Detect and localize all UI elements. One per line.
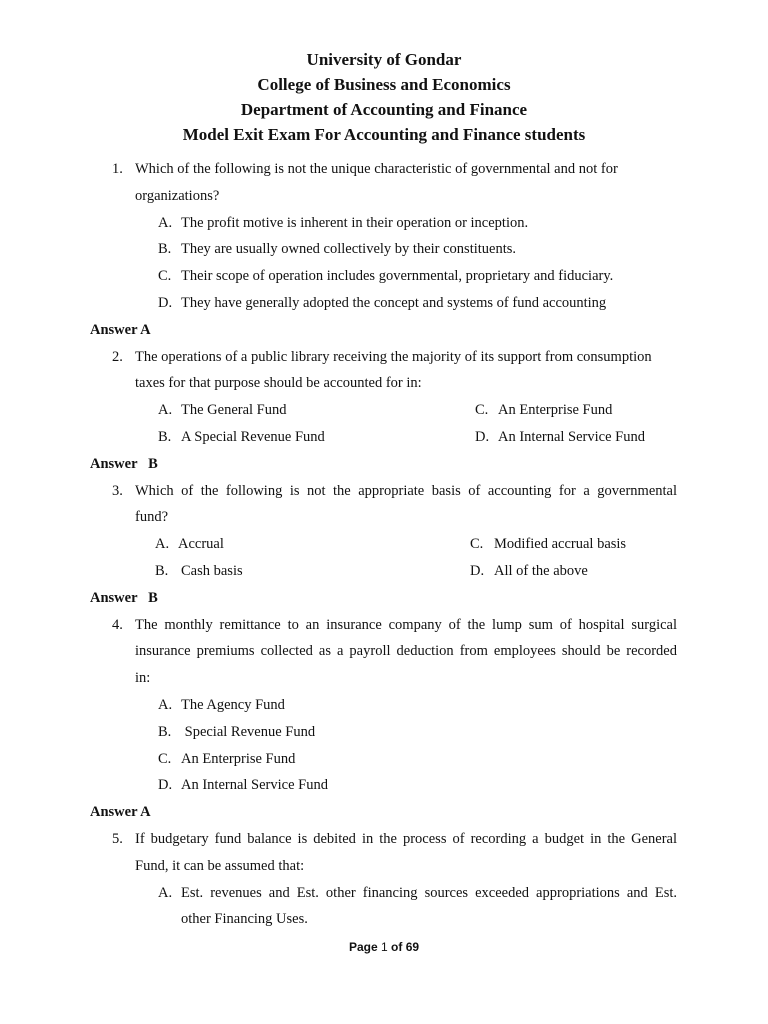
option-text: An Internal Service Fund (181, 777, 328, 794)
option-text: Their scope of operation includes governmental, proprietary and fiduciary. (181, 268, 614, 285)
question-3 (0, 478, 768, 505)
option-b (0, 236, 768, 263)
option-letter: B. (158, 723, 172, 740)
option-letter: A. (155, 536, 170, 553)
option-letter: C. (475, 402, 489, 419)
college-name: College of Business and Economics (257, 75, 511, 94)
option-letter: C. (158, 750, 172, 767)
question-text: The monthly remittance to an insurance company of the lump sum of hospital surgical (135, 616, 677, 633)
question-text: If budgetary fund balance is debited in the process of recording a budget in the General (135, 830, 677, 847)
option-letter: C. (470, 536, 484, 553)
question-text: Which of the following is not the unique characteristic of governmental and not for (135, 161, 618, 177)
option-letter: D. (475, 428, 490, 445)
document-header (0, 47, 768, 147)
option-text-continued: other Financing Uses. (181, 911, 308, 928)
option-a (0, 692, 768, 719)
option-text: Cash basis (181, 562, 243, 579)
option-text: The Agency Fund (181, 696, 285, 713)
option-letter: A. (158, 884, 173, 901)
option-d (0, 772, 768, 799)
university-name: University of Gondar (306, 50, 462, 69)
option-letter: D. (158, 777, 173, 794)
question-number: 2. (112, 348, 123, 365)
option-text: An Internal Service Fund (498, 428, 645, 445)
option-text: They are usually owned collectively by their constituents. (181, 241, 517, 258)
question-number: 4. (112, 616, 123, 633)
question-2 (0, 344, 768, 371)
option-row (0, 558, 768, 585)
option-letter: B. (155, 562, 169, 579)
option-row (0, 531, 768, 558)
page-footer (0, 940, 768, 954)
page-total: 69 (405, 940, 420, 954)
option-letter: B. (158, 428, 172, 445)
option-b (0, 719, 768, 746)
question-number: 1. (112, 161, 123, 177)
option-text: Special Revenue Fund (181, 723, 316, 740)
option-letter: A. (158, 696, 173, 713)
of-word: of (391, 940, 403, 954)
question-text-continued: in: (135, 670, 151, 687)
option-letter: A. (158, 402, 173, 419)
question-5 (0, 826, 768, 853)
option-text: They have generally adopted the concept and systems of fund accounting (181, 294, 607, 311)
page-word: Page (348, 940, 378, 954)
question-text: Which of the following is not the appropriate basis of accounting for a governmental (135, 482, 677, 499)
option-a (0, 210, 768, 237)
option-text: The profit motive is inherent in their operation or inception. (181, 214, 529, 231)
answer-label: Answer B (90, 455, 158, 472)
option-letter: C. (158, 268, 172, 285)
question-1 (0, 156, 768, 183)
option-c (0, 746, 768, 773)
question-number: 5. (112, 830, 123, 847)
option-text: The General Fund (181, 402, 287, 419)
question-text-continued: taxes for that purpose should be accounted for in: (135, 375, 422, 392)
questions-list (0, 156, 768, 933)
question-text-continued: fund? (135, 509, 169, 526)
option-text: A Special Revenue Fund (181, 428, 325, 445)
answer-label: Answer A (90, 804, 151, 821)
question-text-continued: Fund, it can be assumed that: (135, 857, 305, 874)
question-text-continued: insurance premiums collected as a payroll deduction from employees should be recorded (135, 643, 677, 660)
option-text: An Enterprise Fund (181, 750, 296, 767)
option-letter: B. (158, 241, 172, 258)
answer-label: Answer B (90, 589, 158, 606)
question-4 (0, 612, 768, 639)
option-letter: A. (158, 214, 173, 231)
department-name: Department of Accounting and Finance (240, 100, 528, 119)
question-text-continued: organizations? (135, 187, 220, 204)
option-letter: D. (158, 294, 173, 311)
option-letter: D. (470, 562, 485, 579)
option-d (0, 290, 768, 317)
option-text: All of the above (494, 562, 588, 579)
option-text: Accrual (178, 536, 224, 553)
exam-title: Model Exit Exam For Accounting and Finance students (182, 125, 586, 144)
question-text: The operations of a public library receiving the majority of its support from consumption (135, 348, 652, 365)
option-row (0, 424, 768, 451)
option-a (0, 880, 768, 907)
option-text: Est. revenues and Est. other financing sources exceeded appropriations and Est. (181, 884, 677, 901)
page-current: 1 (380, 940, 388, 954)
answer-label: Answer A (90, 321, 151, 338)
option-row (0, 397, 768, 424)
option-text: Modified accrual basis (494, 536, 627, 553)
option-c (0, 263, 768, 290)
question-number: 3. (112, 482, 123, 499)
option-text: An Enterprise Fund (498, 402, 613, 419)
